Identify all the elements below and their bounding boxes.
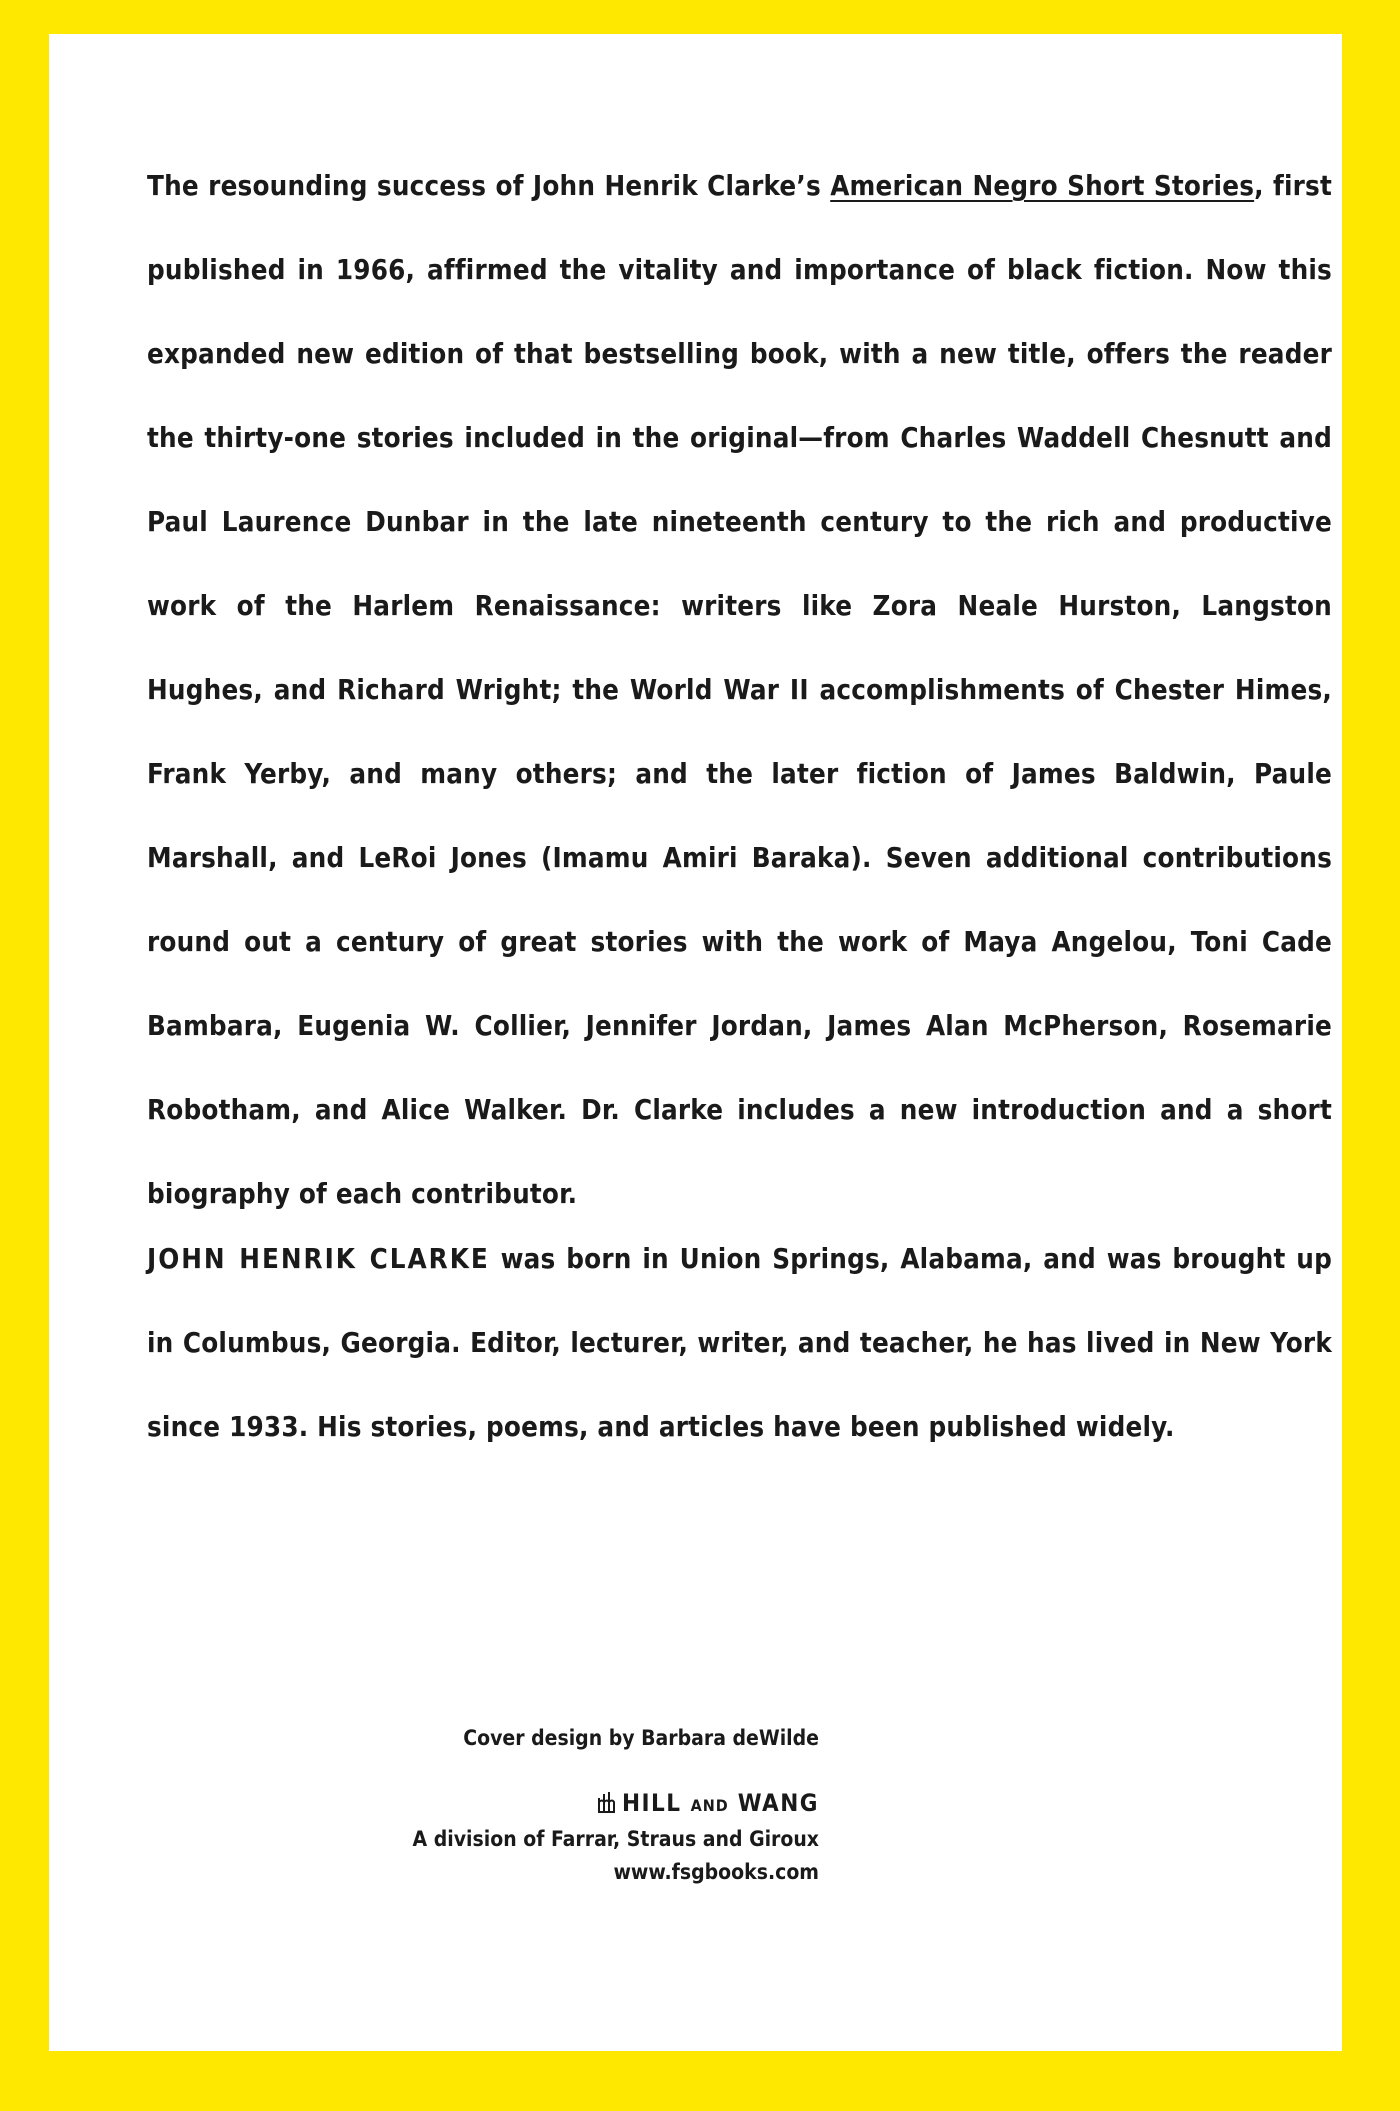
author-bio-text: was born in Union Springs, Alabama, and was brought up in Columbus, Georgia. Editor, lecturer, writer, and teacher, he has lived in New York since 1933. His stories, poems, and articles have been published widely. <box>147 1243 1332 1443</box>
hill-and-wang-logo-icon <box>596 1789 622 1817</box>
publisher-and: AND <box>690 1796 729 1815</box>
book-description <box>147 144 1332 1236</box>
cover-design-credit: Cover design by Barbara deWilde <box>463 1726 819 1750</box>
publisher-credits <box>349 1718 819 1889</box>
author-bio <box>147 1217 1332 1469</box>
publisher-website: www.fsgbooks.com <box>613 1860 819 1884</box>
blurb-intro: The resounding success of John Henrik Clarke’s <box>147 170 831 202</box>
blurb-body: , first published in 1966, affirmed the vitality and importance of black fiction. Now this expanded new edition of that bestselling book, with a new title, offers the reader the thirty-one stories included in the original—from Charles Waddell Chesnutt and Paul Laurence Dunbar in the late nineteenth century to the rich and productive work of the Harlem Renaissance: writers like Zora Neale Hurston, Langston Hughes, and Richard Wright; the World War II accomplishments of Chester Himes, Frank Yerby, and many others; and the later fiction of James Baldwin, Paule Marshall, and LeRoi Jones (Imamu Amiri Baraka). Seven additional contributions round out a century of great stories with the work of Maya Angelou, Toni Cade Bambara, Eugenia W. Collier, Jennifer Jordan, James Alan McPherson, Rosemarie Robotham, and Alice Walker. Dr. Clarke includes a new introduction and a short biography of each contributor. <box>147 170 1332 1210</box>
publisher-hill: HILL <box>621 1789 682 1817</box>
back-cover-page <box>49 34 1342 2051</box>
author-name: JOHN HENRIK CLARKE <box>147 1243 490 1275</box>
publisher-name <box>349 1786 819 1823</box>
publisher-wang: WANG <box>737 1789 819 1817</box>
original-book-title: American Negro Short Stories <box>830 170 1255 202</box>
publisher-division: A division of Farrar, Straus and Giroux <box>412 1827 819 1851</box>
